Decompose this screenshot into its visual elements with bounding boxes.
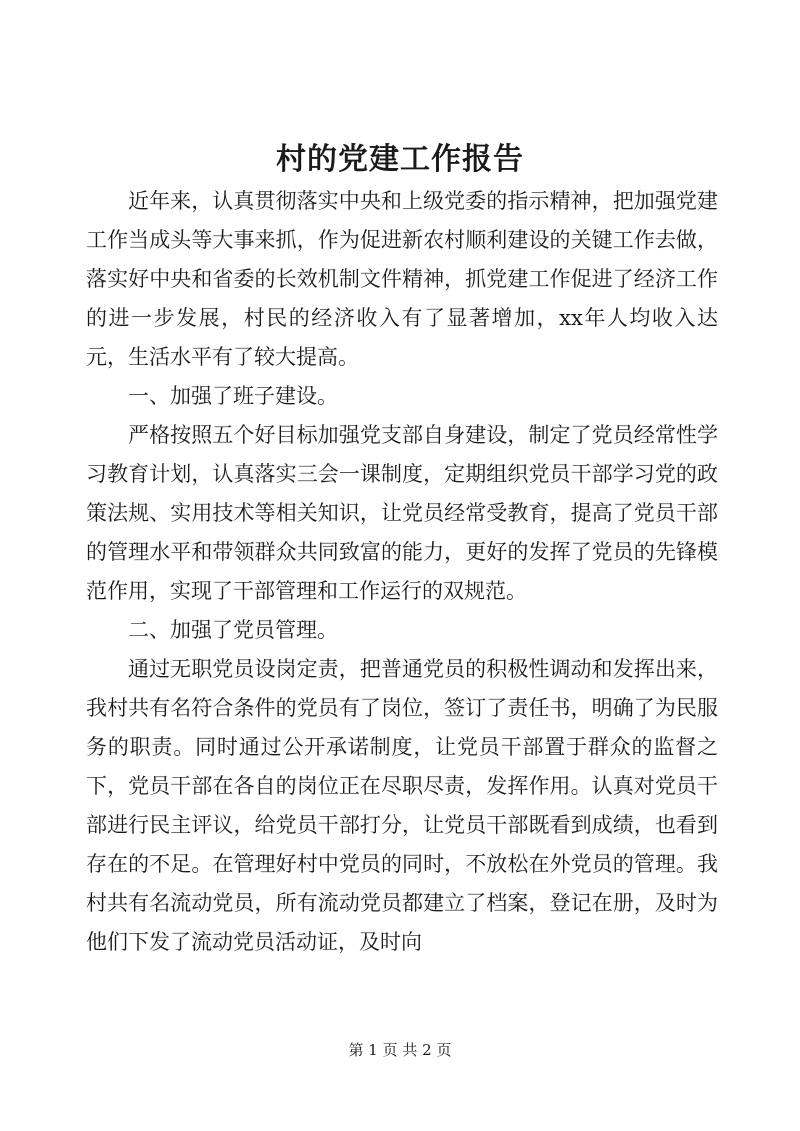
paragraph-intro: 近年来，认真贯彻落实中央和上级党委的指示精神，把加强党建工作当成头等大事来抓，作为促进新农村顺利建设的关键工作去做，落实好中央和省委的长效机制文件精神，抓党建工作促进了经济工作的进一步发展，村民的经济收入有了显著增加，xx年人均收入达元，生活水平有了较大提高。 — [86, 189, 718, 369]
document-title: 村的党建工作报告 — [276, 142, 524, 177]
paragraph-section-1: 严格按照五个好目标加强党支部自身建设，制定了党员经常性学习教育计划，认真落实三会一课制度，定期组织党员干部学习党的政策法规、实用技术等相关知识，让党员经常受教育，提高了党员干部的管理水平和带领群众共同致富的能力，更好的发挥了党员的先锋模范作用，实现了干部管理和工作运行的双规范。 — [86, 423, 718, 603]
document-body — [86, 182, 718, 962]
paragraph-section-2: 通过无职党员设岗定责，把普通党员的积极性调动和发挥出来，我村共有名符合条件的党员有了岗位，签订了责任书，明确了为民服务的职责。同时通过公开承诺制度，让党员干部置于群众的监督之下，党员干部在各自的岗位正在尽职尽责，发挥作用。认真对党员干部进行民主评议，给党员干部打分，让党员干部既看到成绩，也看到存在的不足。在管理好村中党员的同时，不放松在外党员的管理。我村共有名流动党员，所有流动党员都建立了档案，登记在册，及时为他们下发了流动党员活动证，及时向 — [86, 657, 718, 954]
section-heading-1: 一、加强了班子建设。 — [128, 384, 338, 408]
page-footer: 第 1 页 共 2 页 — [348, 1041, 452, 1059]
section-heading-2: 二、加强了党员管理。 — [128, 618, 338, 642]
